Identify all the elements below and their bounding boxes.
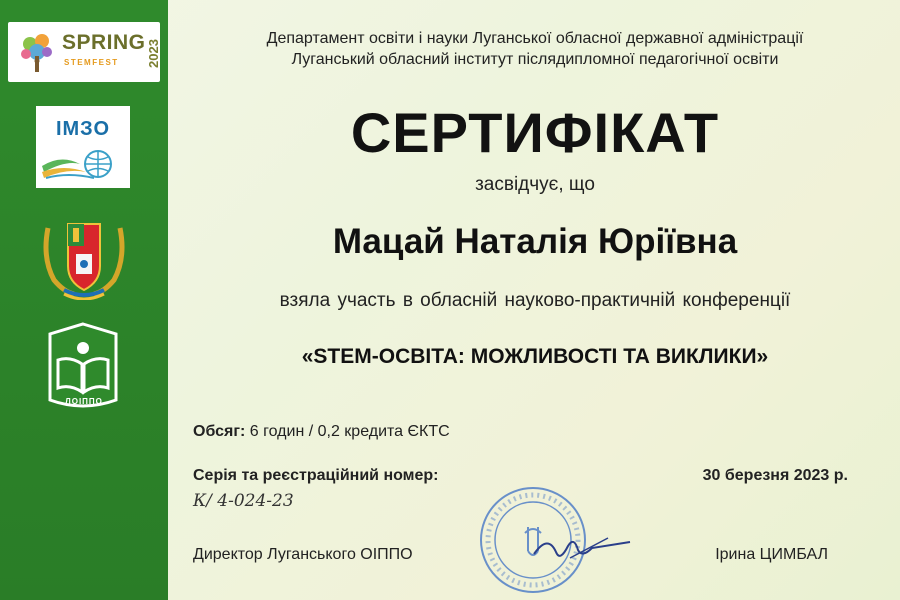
loippo-label: ЛОІППО — [65, 397, 103, 406]
globe-icon — [36, 106, 130, 188]
spring-year: 2023 — [146, 39, 161, 68]
issue-date: 30 березня 2023 р. — [702, 467, 848, 484]
director-label: Директор Луганського ОІППО — [193, 546, 413, 563]
header-institute: Луганський обласний інститут післядипломної педагогічної освіти — [291, 51, 779, 68]
spring-stemfest-logo — [8, 22, 160, 82]
conference-title: «STEM-ОСВІТА: МОЖЛИВОСТІ ТА ВИКЛИКИ» — [301, 345, 769, 368]
imzo-text: ІМЗО — [55, 118, 111, 140]
volume-line — [193, 423, 450, 441]
header-department: Департамент освіти і науки Луганської обласної державної адміністрації — [266, 30, 804, 47]
spring-title: SPRING — [62, 31, 146, 54]
participation-text: взяла участь в обласній науково-практичній конференції — [279, 290, 791, 311]
signature-icon — [530, 528, 640, 568]
certifies-text: засвідчує, що — [475, 174, 595, 195]
tree-icon — [16, 30, 58, 74]
series-number: К/ 4-024-23 — [193, 491, 294, 511]
volume-label: Обсяг: — [193, 423, 246, 440]
signer-name: Ірина ЦИМБАЛ — [715, 546, 828, 563]
series-label: Серія та реєстраційний номер: — [193, 467, 439, 484]
recipient-name: Мацай Наталія Юріївна — [332, 222, 738, 261]
sidebar — [0, 0, 168, 600]
stemfest-subtitle: STEMFEST — [64, 58, 119, 67]
certificate-title: СЕРТИФІКАТ — [350, 101, 720, 164]
volume-value: 6 годин / 0,2 кредита ЄКТС — [249, 423, 450, 440]
coat-of-arms-icon — [40, 218, 128, 300]
imzo-logo — [36, 106, 130, 188]
